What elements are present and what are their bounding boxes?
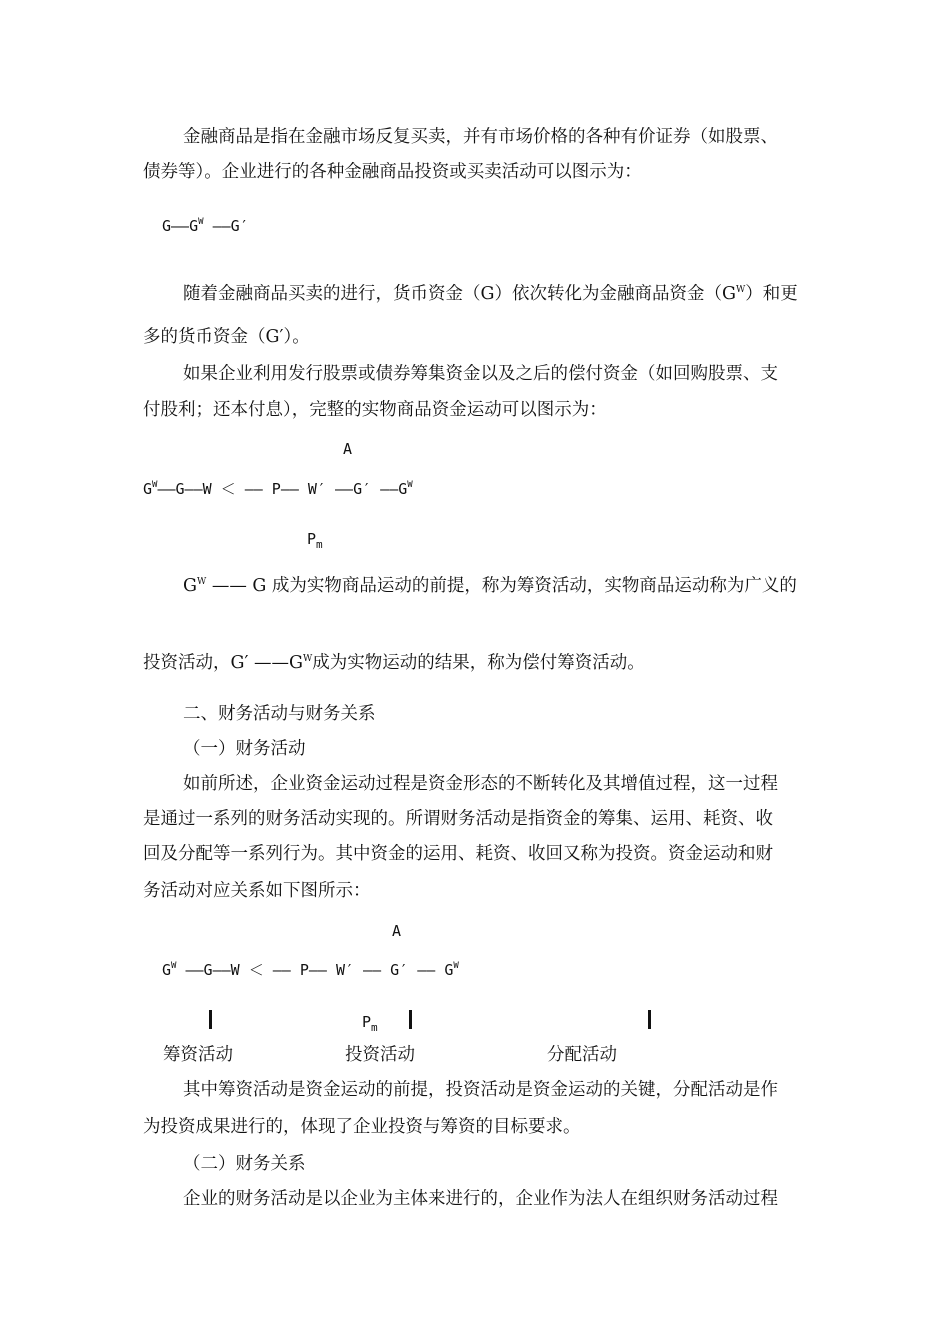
para1-line2: 债券等）。企业进行的各种金融商品投资或买卖活动可以图示为： — [143, 162, 642, 182]
para5-line4: 务活动对应关系如下图所示： — [143, 881, 371, 901]
section-heading: 二、财务活动与财务关系 — [183, 704, 376, 724]
investing-marker — [409, 1010, 412, 1029]
para5-line1: 如前所述，企业资金运动过程是资金形态的不断转化及其增值过程，这一过程 — [183, 774, 778, 794]
diagram2-flow: $G^W$ ——G——W ＜ —— P—— W′ —— G′ —— $G^W$ — [162, 961, 459, 979]
diagram2-bottom-label: $P_m$ — [362, 1013, 378, 1034]
diagram1-top-label: A — [343, 440, 353, 458]
para7-line1: 企业的财务活动是以企业为主体来进行的，企业作为法人在组织财务活动过程 — [183, 1189, 778, 1209]
para6-line1: 其中筹资活动是资金运动的前提，投资活动是资金运动的关键，分配活动是作 — [183, 1080, 778, 1100]
diagram2-top-label: A — [392, 922, 402, 940]
para6-line2: 为投资成果进行的，体现了企业投资与筹资的目标要求。 — [143, 1117, 581, 1137]
para5-line3: 回及分配等一系列行为。其中资金的运用、耗资、收回又称为投资。资金运动和财 — [143, 844, 773, 864]
para2-line1: 随着金融商品买卖的进行，货币资金（G）依次转化为金融商品资金$(G^W)$和更 — [183, 284, 798, 304]
formula-financial-goods: $G——G^W$ ——G′ — [162, 217, 249, 235]
label-investing-activity: 投资活动 — [345, 1045, 415, 1065]
para3-line2: 付股利；还本付息），完整的实物商品资金运动可以图示为： — [143, 400, 607, 420]
para1-line1: 金融商品是指在金融市场反复买卖，并有市场价格的各种有价证券（如股票、 — [183, 127, 778, 147]
diagram1-flow: $G^W——G——W$ ＜ —— P—— W′ ——G′ $——G^W$ — [143, 480, 413, 498]
financing-marker — [209, 1010, 212, 1029]
distribution-marker — [648, 1010, 651, 1029]
label-distribution-activity: 分配活动 — [547, 1045, 617, 1065]
para3-line1: 如果企业利用发行股票或债券筹集资金以及之后的偿付资金（如回购股票、支 — [183, 364, 778, 384]
subsection-heading-1: （一）财务活动 — [183, 739, 306, 759]
diagram1-bottom-label: $P_m$ — [307, 530, 323, 551]
label-financing-activity: 筹资活动 — [163, 1045, 233, 1065]
para2-line2: 多的货币资金（G′）。 — [143, 327, 310, 347]
para4-line2: 投资活动，G′ $——G^W$成为实物运动的结果，称为偿付筹资活动。 — [143, 653, 645, 673]
para4-line1: $G^W$ —— G 成为实物商品运动的前提，称为筹资活动，实物商品运动称为广义的 — [183, 576, 797, 596]
subsection-heading-2: （二）财务关系 — [183, 1154, 306, 1174]
para5-line2: 是通过一系列的财务活动实现的。所谓财务活动是指资金的筹集、运用、耗资、收 — [143, 809, 773, 829]
